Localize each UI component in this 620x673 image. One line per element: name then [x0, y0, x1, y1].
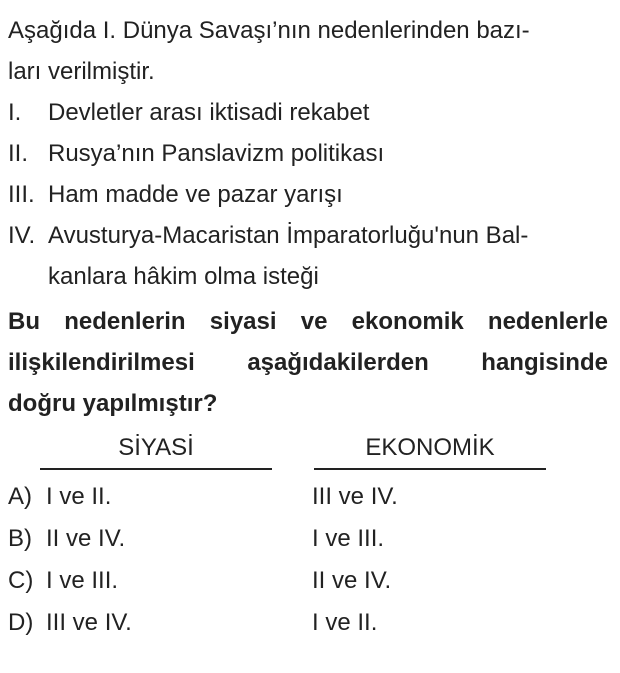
question-word: hangisinde: [481, 349, 608, 376]
item-number: II.: [8, 140, 29, 167]
question-word: aşağıdakilerden: [247, 349, 429, 376]
question-line-2: [8, 342, 608, 383]
question-word: ekonomik: [351, 308, 464, 335]
option-b[interactable]: [8, 518, 608, 560]
political-column-header: SİYASİ: [40, 428, 272, 470]
item-iii: [8, 174, 608, 215]
option-political: I ve II.: [46, 483, 112, 510]
item-text: Avusturya-Macaristan İmparatorluğu'nun Bal-: [48, 222, 529, 249]
option-political: III ve IV.: [46, 609, 132, 636]
option-letter: B): [8, 525, 32, 552]
option-economic: II ve IV.: [312, 567, 392, 594]
item-number: IV.: [8, 222, 36, 249]
option-letter: D): [8, 609, 34, 636]
option-economic: I ve II.: [312, 609, 378, 636]
option-political: I ve III.: [46, 567, 119, 594]
question-word: ve: [300, 308, 328, 335]
option-letter: C): [8, 567, 34, 594]
item-number: III.: [8, 181, 35, 208]
item-ii: [8, 133, 608, 174]
option-a[interactable]: [8, 476, 608, 518]
economic-column-header: EKONOMİK: [314, 428, 546, 470]
option-c[interactable]: [8, 560, 608, 602]
question-block: [8, 10, 608, 644]
intro-line-2: ları verilmiştir.: [8, 58, 155, 85]
option-economic: I ve III.: [312, 525, 385, 552]
question-word: nedenlerle: [487, 308, 608, 335]
question-word: nedenlerin: [64, 308, 186, 335]
item-i: [8, 92, 608, 133]
question-line-1: [8, 301, 608, 342]
item-text: Devletler arası iktisadi rekabet: [48, 99, 370, 126]
item-text: Rusya’nın Panslavizm politikası: [48, 140, 385, 167]
option-political: II ve IV.: [46, 525, 126, 552]
question-line-3: doğru yapılmıştır?: [8, 390, 218, 417]
question-stem: [8, 301, 608, 424]
question-word: ilişkilendirilmesi: [8, 349, 195, 376]
item-iv: [8, 215, 608, 297]
item-text-continuation: kanlara hâkim olma isteği: [48, 263, 319, 290]
item-number: I.: [8, 99, 22, 126]
option-letter: A): [8, 483, 32, 510]
item-text: Ham madde ve pazar yarışı: [48, 181, 343, 208]
answer-column-headers: [8, 428, 608, 476]
intro-line-1: Aşağıda I. Dünya Savaşı’nın nedenlerinden bazı-: [8, 17, 530, 44]
option-economic: III ve IV.: [312, 483, 398, 510]
question-word: Bu: [8, 308, 40, 335]
question-word: siyasi: [209, 308, 277, 335]
option-d[interactable]: [8, 602, 608, 644]
